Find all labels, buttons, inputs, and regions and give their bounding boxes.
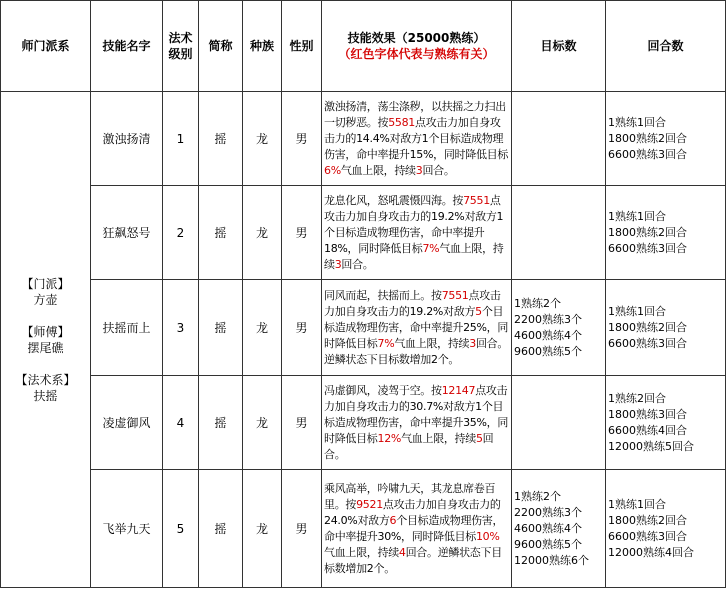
effect-text: 回合。 (422, 163, 455, 177)
header-short: 简称 (199, 1, 243, 92)
effect-text: 同风而起，扶摇而上。按 (324, 288, 442, 302)
effect-value-highlight: 12% (377, 431, 402, 445)
skill-effect (322, 470, 512, 588)
header-level-line2: 级别 (168, 47, 193, 61)
skill-rounds (606, 280, 726, 376)
header-effect-note: （红色字体代表与熟练有关） (338, 47, 495, 61)
round-line: 6600熟练4回合 (608, 423, 687, 437)
round-line: 12000熟练5回合 (608, 439, 694, 453)
effect-value-highlight: 7% (422, 241, 440, 255)
skill-targets (512, 186, 606, 280)
header-race: 种族 (243, 1, 282, 92)
effect-text: 回合。逆鳞状态下目标数增加2个。 (324, 336, 509, 366)
skill-name: 激浊扬清 (91, 92, 163, 186)
skill-targets (512, 92, 606, 186)
skill-name: 飞举九天 (91, 470, 163, 588)
skill-race: 龙 (243, 376, 282, 470)
effect-text: 点攻击力加自身攻击力的14.4%对敌方1个目标造成物理伤害，命中率提升15%，同时降低目标 (324, 115, 509, 161)
skill-name: 凌虚御风 (91, 376, 163, 470)
effect-text: 回合。逆鳞状态下目标数增加2个。 (324, 545, 502, 575)
skill-row (1, 186, 726, 280)
effect-text: 点攻击力加自身攻击力的30.7%对敌方1个目标造成物理伤害，命中率提升35%，同时降低目标 (324, 383, 509, 445)
effect-text: 点攻击力加自身攻击力的19.2%对敌方 (324, 288, 501, 318)
target-line: 1熟练2个 (514, 296, 561, 310)
effect-text: 乘风高举，吟啸九天，其龙息席卷百里。按 (324, 481, 496, 511)
header-targets: 目标数 (512, 1, 606, 92)
master-value: 摆尾礁 (27, 340, 64, 355)
skill-short: 摇 (199, 280, 243, 376)
header-row (1, 1, 726, 92)
effect-value-highlight: 5581 (388, 115, 415, 129)
effect-value-highlight: 5 (475, 304, 482, 318)
round-line: 1熟练2回合 (608, 391, 666, 405)
system-value: 扶摇 (33, 388, 58, 403)
skill-race: 龙 (243, 92, 282, 186)
effect-text: 回合。 (324, 431, 494, 461)
effect-text: 点攻击力加自身攻击力的19.2%对敌方1个目标造成物理伤害，命中率提升18%，同时降低目标 (324, 193, 504, 255)
target-line: 2200熟练3个 (514, 505, 582, 519)
round-line: 1800熟练2回合 (608, 131, 687, 145)
round-line: 1熟练1回合 (608, 209, 666, 223)
effect-text: 激浊扬清，荡尘涤秽，以扶摇之力扫出一切秽恶。按 (324, 99, 506, 129)
skill-name: 扶摇而上 (91, 280, 163, 376)
target-line: 9600熟练5个 (514, 537, 582, 551)
skill-gender: 男 (282, 280, 322, 376)
effect-text: 龙息化风，怒吼震慑四海。按 (324, 193, 464, 207)
skill-short: 摇 (199, 186, 243, 280)
skill-short: 摇 (199, 470, 243, 588)
skill-gender: 男 (282, 376, 322, 470)
faction-value: 方壶 (33, 292, 58, 307)
effect-text: 气血上限，持续 (401, 431, 476, 445)
skill-race: 龙 (243, 186, 282, 280)
skill-gender: 男 (282, 470, 322, 588)
effect-value-highlight: 3 (334, 257, 342, 271)
effect-value-highlight: 3 (469, 336, 476, 350)
effect-text: 气血上限，持续 (340, 163, 416, 177)
skill-gender: 男 (282, 186, 322, 280)
effect-text: 冯虚御风，凌驾于空。按 (324, 383, 442, 397)
school-cell (1, 92, 91, 588)
effect-text: 点攻击力加自身攻击力的24.0%对敌方 (324, 497, 501, 527)
round-line: 1800熟练3回合 (608, 407, 687, 421)
skill-row (1, 280, 726, 376)
effect-value-highlight: 7551 (441, 288, 469, 302)
round-line: 1熟练1回合 (608, 497, 666, 511)
skill-row (1, 470, 726, 588)
skill-effect (322, 92, 512, 186)
effect-text: 个目标造成物理伤害，命中率提升30%，同时降低目标 (324, 513, 504, 543)
effect-value-highlight: 9521 (356, 497, 383, 511)
effect-value-highlight: 5 (475, 431, 483, 445)
skill-short: 摇 (199, 92, 243, 186)
skill-effect (322, 376, 512, 470)
effect-value-highlight: 6% (324, 163, 341, 177)
round-line: 6600熟练3回合 (608, 529, 687, 543)
effect-text: 回合。 (341, 257, 374, 271)
skill-level: 1 (163, 92, 199, 186)
skill-level: 5 (163, 470, 199, 588)
round-line: 6600熟练3回合 (608, 147, 687, 161)
target-line: 12000熟练6个 (514, 553, 589, 567)
skill-name: 狂飙怒号 (91, 186, 163, 280)
target-line: 4600熟练4个 (514, 521, 582, 535)
effect-text: 气血上限，持续 (324, 545, 399, 559)
round-line: 6600熟练3回合 (608, 241, 687, 255)
skill-short: 摇 (199, 376, 243, 470)
header-school: 师门派系 (1, 1, 91, 92)
effect-value-highlight: 6 (389, 513, 397, 527)
effect-text: 个目标造成物理伤害，命中率提升25%，同时降低目标 (324, 304, 509, 350)
skill-gender: 男 (282, 92, 322, 186)
skill-targets (512, 470, 606, 588)
header-level (163, 1, 199, 92)
round-line: 1800熟练2回合 (608, 320, 687, 334)
effect-value-highlight: 7% (377, 336, 395, 350)
skill-rounds (606, 376, 726, 470)
header-effect (322, 1, 512, 92)
skill-level: 3 (163, 280, 199, 376)
target-line: 4600熟练4个 (514, 328, 582, 342)
skill-rounds (606, 470, 726, 588)
skill-effect (322, 280, 512, 376)
skill-rounds (606, 92, 726, 186)
effect-value-highlight: 3 (415, 163, 423, 177)
effect-text: 气血上限，持续 (324, 241, 504, 271)
header-rounds: 回合数 (606, 1, 726, 92)
target-line: 2200熟练3个 (514, 312, 582, 326)
header-gender: 性别 (282, 1, 322, 92)
skill-race: 龙 (243, 280, 282, 376)
effect-value-highlight: 10% (475, 529, 500, 543)
skill-level: 2 (163, 186, 199, 280)
skill-rounds (606, 186, 726, 280)
round-line: 6600熟练3回合 (608, 336, 687, 350)
effect-value-highlight: 4 (398, 545, 406, 559)
effect-text: 气血上限，持续 (394, 336, 470, 350)
effect-value-highlight: 7551 (463, 193, 490, 207)
round-line: 1800熟练2回合 (608, 225, 687, 239)
target-line: 1熟练2个 (514, 489, 561, 503)
faction-label: 【门派】 (21, 276, 70, 291)
target-line: 9600熟练5个 (514, 344, 582, 358)
header-level-line1: 法术 (168, 31, 193, 45)
skill-targets (512, 280, 606, 376)
header-effect-title: 技能效果（25000熟练） (347, 31, 486, 45)
round-line: 1熟练1回合 (608, 115, 666, 129)
skill-level: 4 (163, 376, 199, 470)
skill-effect (322, 186, 512, 280)
skill-row (1, 92, 726, 186)
round-line: 12000熟练4回合 (608, 545, 694, 559)
effect-value-highlight: 12147 (441, 383, 476, 397)
master-label: 【师傅】 (21, 324, 70, 339)
skill-row (1, 376, 726, 470)
round-line: 1熟练1回合 (608, 304, 666, 318)
round-line: 1800熟练2回合 (608, 513, 687, 527)
skill-targets (512, 376, 606, 470)
system-label: 【法术系】 (15, 372, 76, 387)
skill-race: 龙 (243, 470, 282, 588)
header-skill-name: 技能名字 (91, 1, 163, 92)
